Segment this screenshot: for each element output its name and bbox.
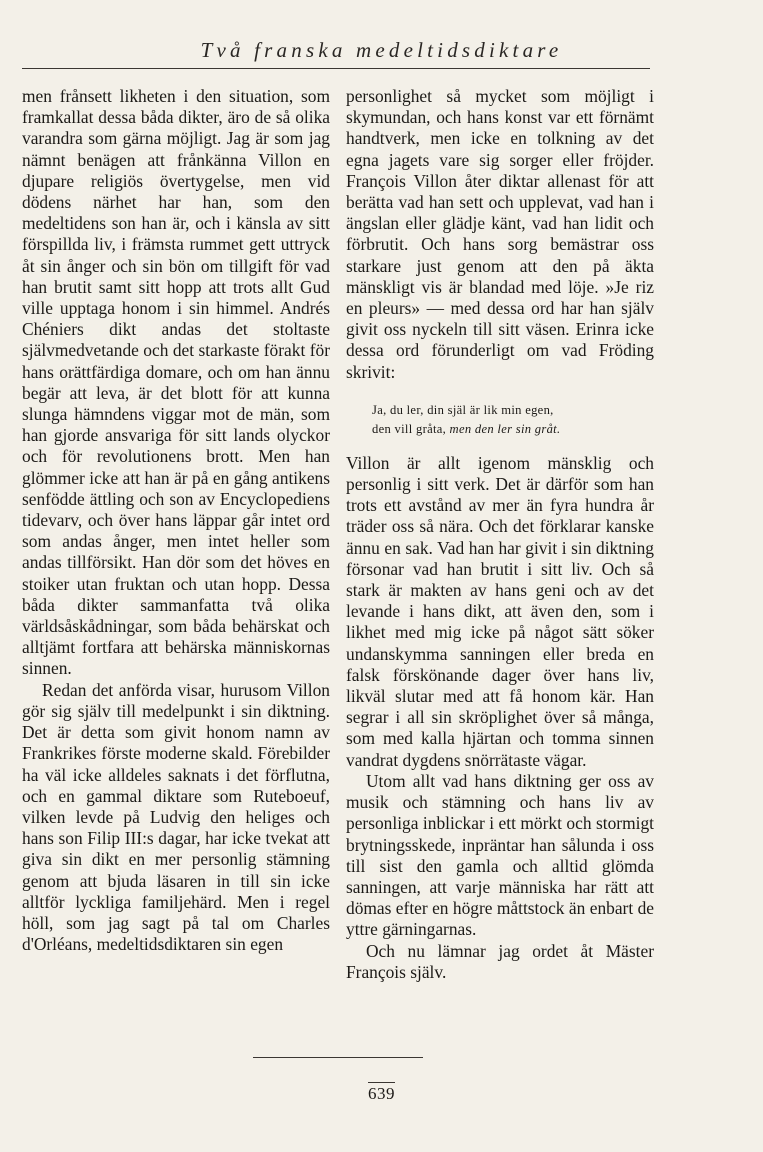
running-header-title: Två franska medeltidsdiktare xyxy=(200,38,563,62)
quote-line-2-plain: den vill gråta, xyxy=(372,421,450,436)
footer-rule xyxy=(253,1057,423,1058)
right-paragraph-4: Och nu lämnar jag ordet åt Mäster François själv. xyxy=(346,940,654,982)
right-column xyxy=(346,86,654,983)
left-paragraph-1: men frånsett likheten i den situation, som framkallat dessa båda dikter, äro de så olika varandra som gärna möjligt. Jag är som jag nämnt benägen att frånkänna Villon en djupare religiös övertygelse, men vid dödens närhet har han, som den medeltidens son han är, och i känsla av sitt förspillda liv, i främsta rummet gett uttryck åt sin ånger och sin bön om tillgift för vad han brutit samt sitt hopp att trots allt Gud ville upptaga honom i sin himmel. Andrés Chéniers dikt andas det stoltaste självmedvetande och det starkaste förakt för hans orättfärdiga domare, och om han ännu begär att leva, är det blott för att kunna slunga hämndens viggar mot de män, som han gjorde ansvariga för sitt lands olyckor och för revolutionens brott. Men han glömmer icke att han är på en gång antikens senfödde ättling och son av Encyclopediens tidevarv, och över hans läppar går intet ord som andas ånger, men intet heller som andas tillförsikt. Han dör som det höves en stoiker utan fruktan och utan hopp. Dessa båda dikter sammanfatta två olika världsåskådningar, som båda behärskat och alltjämt fortfara att behärska människornas sinnen. xyxy=(22,86,330,679)
left-column xyxy=(22,86,330,955)
quote-line-1: Ja, du ler, din själ är lik min egen, xyxy=(372,402,554,417)
page-number-text: 639 xyxy=(368,1084,395,1103)
froding-quote xyxy=(372,401,654,439)
right-paragraph-3: Utom allt vad hans diktning ger oss av musik och stämning och hans liv av personliga inblickar i ett mörkt och stormigt brytningsskede, inpräntar han sålunda i oss till sist den gamla och alltid glömda sanningen, att varje människa har rätt att dömas efter en högre måttstock än enbart de yttre gärningarnas. xyxy=(346,770,654,940)
page-number xyxy=(0,1082,763,1104)
header-rule xyxy=(22,68,650,69)
quote-line-2 xyxy=(372,420,654,439)
right-paragraph-2: Villon är allt igenom mänsklig och personlig i sitt verk. Det är därför som han trots ett avstånd av mer än fyra hundra år träder oss så nära. Och det förklarar kanske ännu en sak. Vad han har givit i sin diktning försonar vad han brutit i sitt liv. Och så stark är makten av hans geni och av det levande i hans dikt, att även den, som i likhet med mig icke på något sätt söker undanskymma sanningen eller breda en falsk förskönande dager över hans liv, likväl slutar med att få honom kär. Han segrar i all sin skröplighet över så många, som med kalla hjärtan och tomma sinnen vandrat dygdens snörrätaste vägar. xyxy=(346,452,654,770)
quote-line-2-italic: men den ler sin gråt. xyxy=(449,421,561,436)
left-paragraph-2: Redan det anförda visar, hurusom Villon gör sig själv till medelpunkt i sin diktning. Det är detta som givit honom namn av Frankrikes förste moderne skald. Förebilder ha väl icke alldeles saknats i det förflutna, och en gammal diktare som Ruteboeuf, vilken levde på Ludvig den heliges och hans son Filip III:s dagar, har icke tvekat att giva sin dikt en mer personlig stämning genom att bjuda läsaren in till sin icke alltför lyckliga familjehärd. Men i regel höll, som jag sagt på tal om Charles d'Orléans, medeltidsdiktaren sin egen xyxy=(22,679,330,955)
right-paragraph-1: personlighet så mycket som möjligt i skymundan, och hans konst var ett förnämt handtverk, men icke en tolkning av det egna jagets vare sig sorger eller fröjder. François Villon åter diktar allenast för att berätta vad han sett och upplevat, vad han i ängslan eller glädje känt, vad han lidit och förbrutit. Och hans sorg bemästrar oss starkare just genom att den på äkta mänskligt vis är blandad med löje. »Je riz en pleurs» — med dessa ord har han själv givit oss nyckeln till sitt väsen. Erinra icke dessa ord förunderligt om vad Fröding skrivit: xyxy=(346,86,654,382)
